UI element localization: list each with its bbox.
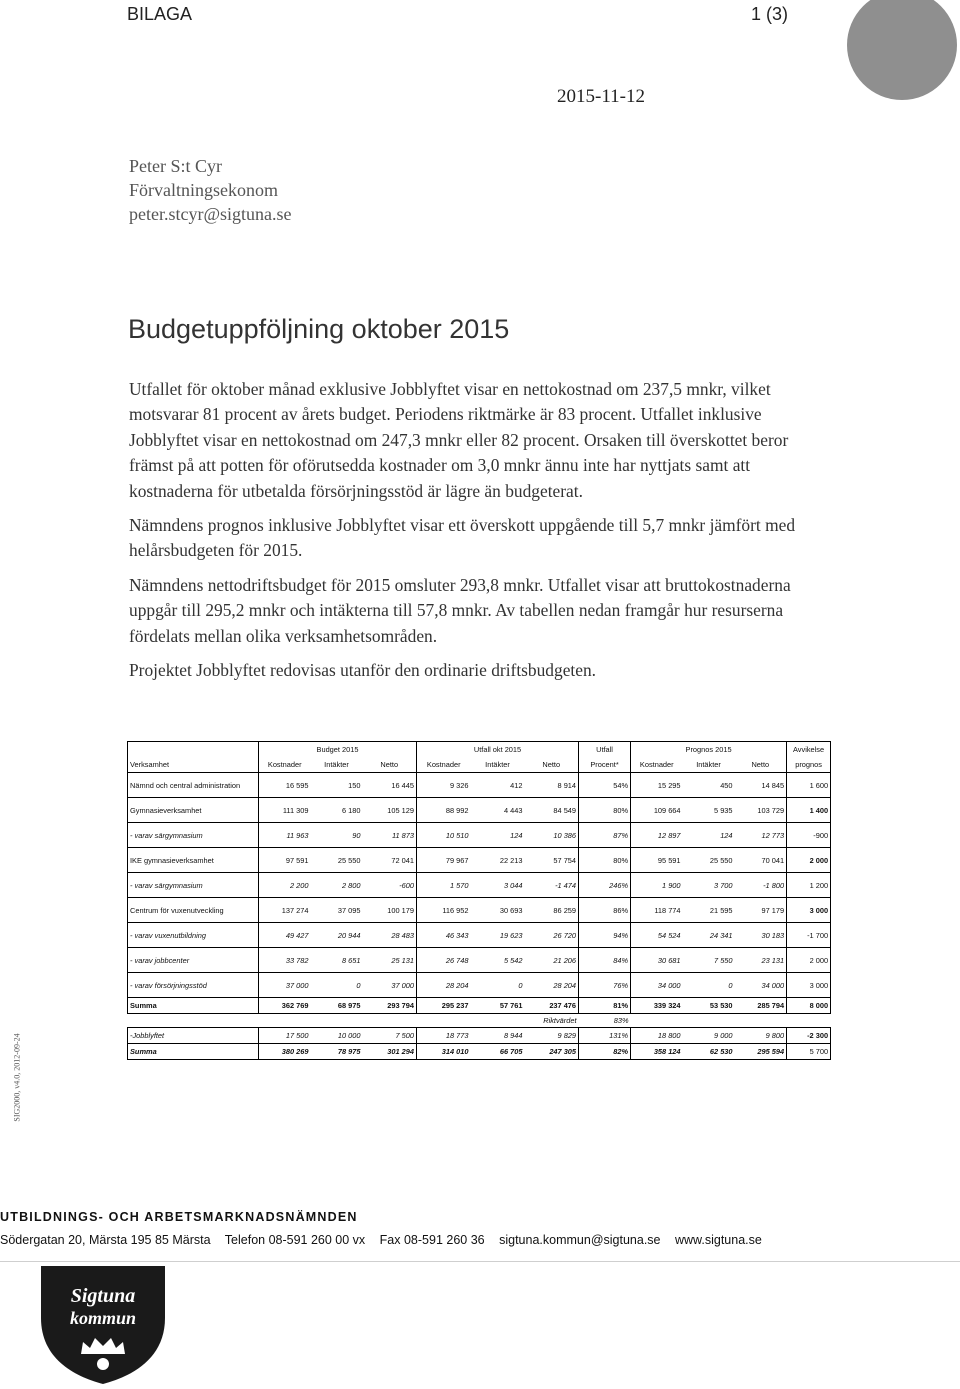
table-cell: 54% xyxy=(579,773,631,798)
table-cell: 66 705 xyxy=(471,1044,525,1060)
table-cell: -600 xyxy=(363,873,417,898)
table-cell: 5 700 xyxy=(787,1044,831,1060)
summa-row xyxy=(128,998,831,1014)
table-cell: 17 500 xyxy=(259,1028,311,1044)
page-number: 1 (3) xyxy=(751,4,789,24)
table-cell: 8 000 xyxy=(787,998,831,1014)
table-cell: 450 xyxy=(683,773,735,798)
table-cell: 49 427 xyxy=(259,923,311,948)
table-cell: 30 693 xyxy=(471,898,525,923)
column-header: Netto xyxy=(525,757,579,773)
table-cell: 10 386 xyxy=(525,823,579,848)
logo-emblem-dot xyxy=(97,1358,109,1370)
table-body xyxy=(128,773,831,1014)
table-cell: 30 681 xyxy=(631,948,683,973)
table-cell: 53 530 xyxy=(683,998,735,1014)
table-cell: 28 204 xyxy=(417,973,471,998)
group-budget: Budget 2015 xyxy=(259,742,417,758)
row-label: - varav vuxenutbildning xyxy=(128,923,259,948)
table-cell: 95 591 xyxy=(631,848,683,873)
table-cell: 26 720 xyxy=(525,923,579,948)
table-cell: 82% xyxy=(579,1044,631,1060)
row-label: - varav särgymnasium xyxy=(128,823,259,848)
table-cell: 23 131 xyxy=(735,948,787,973)
table-cell: 3 700 xyxy=(683,873,735,898)
table-cell: 6 180 xyxy=(311,798,363,823)
group-avvikelse: Avvikelse xyxy=(787,742,831,758)
table-cell: 54 524 xyxy=(631,923,683,948)
table-cell: 247 305 xyxy=(525,1044,579,1060)
row-label: Centrum för vuxenutveckling xyxy=(128,898,259,923)
footer-fax: Fax 08-591 260 36 xyxy=(379,1233,485,1247)
table-cell: 1 200 xyxy=(787,873,831,898)
column-header: Intäkter xyxy=(683,757,735,773)
table-cell: 3 044 xyxy=(471,873,525,898)
table-cell: 237 476 xyxy=(525,998,579,1014)
table-cell: 20 944 xyxy=(311,923,363,948)
table-cell: 131% xyxy=(579,1028,631,1044)
table-cell: 94% xyxy=(579,923,631,948)
table-cell: 9 326 xyxy=(417,773,471,798)
table-cell: 11 963 xyxy=(259,823,311,848)
table-cell: 380 269 xyxy=(259,1044,311,1060)
table-cell: 25 550 xyxy=(311,848,363,873)
table-cell: -1 700 xyxy=(787,923,831,948)
table-cell: 46 343 xyxy=(417,923,471,948)
table-cell: 37 095 xyxy=(311,898,363,923)
table-cell: 84 549 xyxy=(525,798,579,823)
table-cell: 34 000 xyxy=(735,973,787,998)
table-cell: 57 754 xyxy=(525,848,579,873)
table-cell: 339 324 xyxy=(631,998,683,1014)
table-cell: 412 xyxy=(471,773,525,798)
table-cell: 105 129 xyxy=(363,798,417,823)
budget-table xyxy=(127,741,831,1060)
column-header: Netto xyxy=(735,757,787,773)
table-cell: 68 975 xyxy=(311,998,363,1014)
row-label: Summa xyxy=(128,998,259,1014)
table-cell: -900 xyxy=(787,823,831,848)
footer-email[interactable]: sigtuna.kommun@sigtuna.se xyxy=(499,1233,661,1247)
table-cell: 7 500 xyxy=(363,1028,417,1044)
table-cell: 86 259 xyxy=(525,898,579,923)
table-row xyxy=(128,898,831,923)
table-cell: 10 510 xyxy=(417,823,471,848)
template-code: SIG2000, v4.0, 2012-09-24 xyxy=(12,1033,22,1122)
paragraph: Projektet Jobblyftet redovisas utanför den ordinarie driftsbudgeten. xyxy=(129,660,597,681)
table-cell: -2 300 xyxy=(787,1028,831,1044)
column-header: Intäkter xyxy=(311,757,363,773)
table-cell: 0 xyxy=(311,973,363,998)
table-cell: 11 873 xyxy=(363,823,417,848)
author-name: Peter S:t Cyr xyxy=(129,156,222,176)
table-cell: 22 213 xyxy=(471,848,525,873)
riktvardet-label: Riktvärdet xyxy=(543,1016,577,1025)
table-cell: 28 204 xyxy=(525,973,579,998)
table-cell: 9 000 xyxy=(683,1028,735,1044)
table-cell: 62 530 xyxy=(683,1044,735,1060)
footer-address: Södergatan 20, Märsta 195 85 Märsta xyxy=(0,1233,211,1247)
table-cell: 116 952 xyxy=(417,898,471,923)
row-label: Gymnasieverksamhet xyxy=(128,798,259,823)
table-cell: 109 664 xyxy=(631,798,683,823)
table-row xyxy=(128,923,831,948)
footer-organization: UTBILDNINGS- OCH ARBETSMARKNADSNÄMNDEN xyxy=(0,1210,358,1224)
table-cell: 285 794 xyxy=(735,998,787,1014)
column-header: Intäkter xyxy=(471,757,525,773)
table-cell: 18 773 xyxy=(417,1028,471,1044)
table-cell: 12 897 xyxy=(631,823,683,848)
row-label: -Jobblyftet xyxy=(128,1028,259,1044)
table-cell: 78 975 xyxy=(311,1044,363,1060)
footer-website[interactable]: www.sigtuna.se xyxy=(674,1233,762,1247)
table-cell: 34 000 xyxy=(631,973,683,998)
table-cell: 5 935 xyxy=(683,798,735,823)
table-cell: 19 623 xyxy=(471,923,525,948)
table-cell: 57 761 xyxy=(471,998,525,1014)
table-cell: 246% xyxy=(579,873,631,898)
table-cell: 79 967 xyxy=(417,848,471,873)
table-cell: 72 041 xyxy=(363,848,417,873)
row-label: - varav särgymnasium xyxy=(128,873,259,898)
table-cell: 87% xyxy=(579,823,631,848)
table-cell: 362 769 xyxy=(259,998,311,1014)
table-row xyxy=(128,823,831,848)
column-header: Kostnader xyxy=(259,757,311,773)
table-cell: 8 914 xyxy=(525,773,579,798)
riktvardet-row xyxy=(128,1014,831,1028)
table-cell: 28 483 xyxy=(363,923,417,948)
table-cell: 3 000 xyxy=(787,898,831,923)
table-row xyxy=(128,873,831,898)
table-cell: 2 800 xyxy=(311,873,363,898)
table-cell: 97 179 xyxy=(735,898,787,923)
table-cell: 9 800 xyxy=(735,1028,787,1044)
table-cell: 33 782 xyxy=(259,948,311,973)
logo-text-line2: kommun xyxy=(69,1308,137,1328)
table-cell: 295 594 xyxy=(735,1044,787,1060)
table-cell: 111 309 xyxy=(259,798,311,823)
table-cell: 0 xyxy=(683,973,735,998)
table-row xyxy=(128,798,831,823)
table-cell: 16 445 xyxy=(363,773,417,798)
table-cell: 103 729 xyxy=(735,798,787,823)
group-utfall: Utfall okt 2015 xyxy=(417,742,579,758)
table-cell: 90 xyxy=(311,823,363,848)
table-cell: 4 443 xyxy=(471,798,525,823)
group-prognos: Prognos 2015 xyxy=(631,742,787,758)
table-cell: -1 800 xyxy=(735,873,787,898)
table-cell: 118 774 xyxy=(631,898,683,923)
row-label: Summa xyxy=(128,1044,259,1060)
table-cell: 25 131 xyxy=(363,948,417,973)
column-header: Kostnader xyxy=(417,757,471,773)
table-cell: 84% xyxy=(579,948,631,973)
table-cell: 76% xyxy=(579,973,631,998)
table-row xyxy=(128,848,831,873)
table-cell: 21 595 xyxy=(683,898,735,923)
group-utfall-pct: Utfall xyxy=(579,742,631,758)
table-cell: 81% xyxy=(579,998,631,1014)
table-cell: 8 944 xyxy=(471,1028,525,1044)
table-cell: 80% xyxy=(579,848,631,873)
table-cell: 9 829 xyxy=(525,1028,579,1044)
decorative-circle xyxy=(847,0,957,100)
table-cell: 86% xyxy=(579,898,631,923)
header-bilaga: BILAGA xyxy=(127,4,193,24)
table-cell: 1 400 xyxy=(787,798,831,823)
column-header: Procent* xyxy=(579,757,631,773)
author-email[interactable]: peter.stcyr@sigtuna.se xyxy=(129,204,292,224)
column-header: Kostnader xyxy=(631,757,683,773)
table-cell: 1 900 xyxy=(631,873,683,898)
column-header: Netto xyxy=(363,757,417,773)
table-cell: 1 600 xyxy=(787,773,831,798)
paragraph: Utfallet för oktober månad exklusive Jobblyftet visar en nettokostnad om 237,5 mnkr, vilket motsvarar 81 procent av årets budget. Periodens riktmärke är 83 procent. Utfallet inklusive Jobblyftet visar en nettokostnad om 247,3 mnkr eller 82 procent. Orsaken till överskottet beror främst på att potten för oförutsedda kostnader om 3,0 mnkr ännu inte har nyttjats samt att kostnaderna för utbetalda försörjningsstöd är lägre än budgeterat. xyxy=(129,379,789,501)
summa-total-row xyxy=(128,1044,831,1060)
logo-text-line1: Sigtuna xyxy=(70,1285,136,1307)
table-cell: 124 xyxy=(471,823,525,848)
table-cell: 100 179 xyxy=(363,898,417,923)
table-extra xyxy=(128,1028,831,1060)
table-cell: 88 992 xyxy=(417,798,471,823)
column-header: prognos xyxy=(787,757,831,773)
author-role: Förvaltningsekonom xyxy=(129,180,278,200)
riktvardet-value: 83% xyxy=(613,1016,629,1025)
table-cell: 97 591 xyxy=(259,848,311,873)
table-row xyxy=(128,948,831,973)
table-cell: 358 124 xyxy=(631,1044,683,1060)
table-cell: 2 200 xyxy=(259,873,311,898)
table-cell: 70 041 xyxy=(735,848,787,873)
table-cell: 25 550 xyxy=(683,848,735,873)
table-cell: 18 800 xyxy=(631,1028,683,1044)
table-cell: 124 xyxy=(683,823,735,848)
table-cell: 30 183 xyxy=(735,923,787,948)
row-label: - varav försörjningsstöd xyxy=(128,973,259,998)
table-cell: 24 341 xyxy=(683,923,735,948)
document-date: 2015-11-12 xyxy=(557,86,645,107)
table-cell: 3 000 xyxy=(787,973,831,998)
table-cell: 26 748 xyxy=(417,948,471,973)
jobblyftet-row xyxy=(128,1028,831,1044)
table-row xyxy=(128,773,831,798)
table-cell: 314 010 xyxy=(417,1044,471,1060)
table-cell: 16 595 xyxy=(259,773,311,798)
body-text xyxy=(129,377,829,692)
table-cell: 14 845 xyxy=(735,773,787,798)
table-cell: 1 570 xyxy=(417,873,471,898)
table-cell: -1 474 xyxy=(525,873,579,898)
table-row xyxy=(128,973,831,998)
column-header: Verksamhet xyxy=(128,757,259,773)
table-cell: 37 000 xyxy=(259,973,311,998)
table-cell: 295 237 xyxy=(417,998,471,1014)
table-cell: 150 xyxy=(311,773,363,798)
footer-contact xyxy=(0,1233,773,1247)
table-cell: 80% xyxy=(579,798,631,823)
table-cell: 293 794 xyxy=(363,998,417,1014)
sigtuna-kommun-logo xyxy=(33,1262,173,1386)
paragraph: Nämndens prognos inklusive Jobblyftet visar ett överskott uppgående till 5,7 mnkr jämfört med helårsbudgeten för 2015. xyxy=(129,515,796,561)
table-cell: 12 773 xyxy=(735,823,787,848)
table-cell: 2 000 xyxy=(787,948,831,973)
table-cell: 8 651 xyxy=(311,948,363,973)
table-cell: 21 206 xyxy=(525,948,579,973)
table-cell: 2 000 xyxy=(787,848,831,873)
row-label: Nämnd och central administration xyxy=(128,773,259,798)
page-title: Budgetuppföljning oktober 2015 xyxy=(128,314,510,344)
author-block xyxy=(129,154,292,226)
table-cell: 37 000 xyxy=(363,973,417,998)
table-cell: 137 274 xyxy=(259,898,311,923)
row-label: IKE gymnasieverksamhet xyxy=(128,848,259,873)
table-cell: 0 xyxy=(471,973,525,998)
table-cell: 5 542 xyxy=(471,948,525,973)
row-label: - varav jobbcenter xyxy=(128,948,259,973)
table-cell: 7 550 xyxy=(683,948,735,973)
footer-phone: Telefon 08-591 260 00 vx xyxy=(224,1233,366,1247)
table-cell: 301 294 xyxy=(363,1044,417,1060)
table-cell: 15 295 xyxy=(631,773,683,798)
paragraph: Nämndens nettodriftsbudget för 2015 omsluter 293,8 mnkr. Utfallet visar att bruttokostnaderna uppgår till 295,2 mnkr och intäkterna till 57,8 mnkr. Av tabellen nedan framgår hur resurserna fördelats mellan olika verksamhetsområden. xyxy=(129,574,791,646)
table-cell: 10 000 xyxy=(311,1028,363,1044)
